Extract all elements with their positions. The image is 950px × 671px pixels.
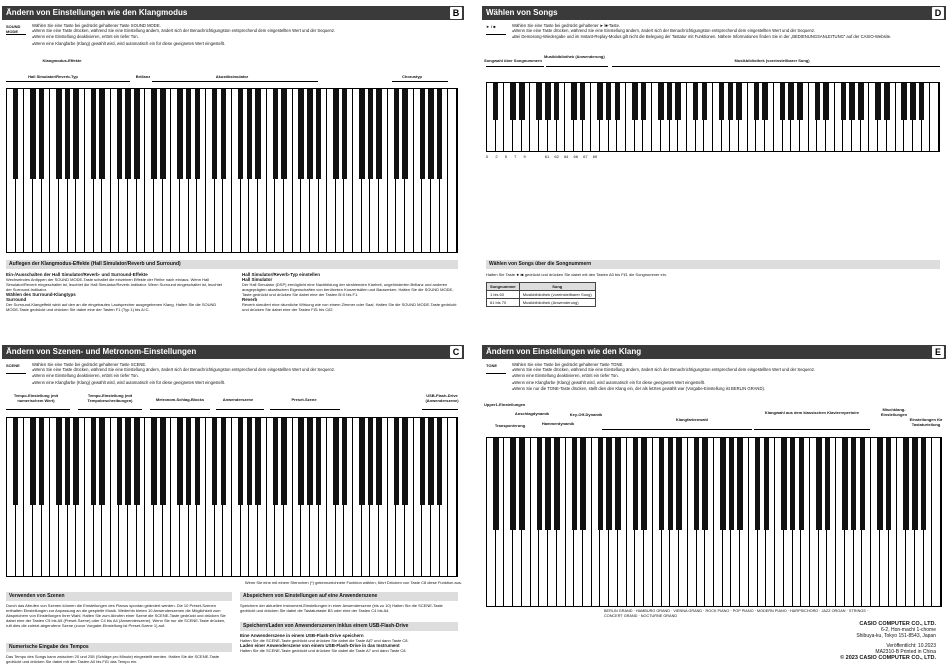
group-bracket [6,81,130,82]
black-key [359,89,365,179]
black-key [177,89,183,179]
panel-c-header [2,345,464,359]
tone-name: VIENNA GRAND [673,609,703,613]
col2-sub2: Reverb [242,297,258,302]
tone-name: NOCTURNE GRAND [640,614,678,618]
intro-line: ● Bei Demosong-Wiedergabe und im Instant-Replay-Modus gilt nicht die Belegung der Tastatur mit Funktionen. Nähere Informationen finden Sie in der „BEDIENUNGSANLEITUNG“ auf der CASIO-Website. [512,34,940,40]
black-key [428,89,434,179]
group-label: Musikbibliothek (Anwenderung) [544,54,605,59]
black-key [186,418,192,505]
black-key [737,438,743,530]
group-label: Hall Simulator/Reverb-Typ [28,74,78,79]
publisher-footer [840,621,936,661]
group-bracket [546,66,608,67]
black-key [134,89,140,179]
black-key [580,438,586,530]
key-number: 66 [573,154,578,159]
group-label: Tempo-Einstellung (mit Tempobeschreibungen) [87,393,133,403]
table-cell: Musikbibliothek (Anwenderung) [519,299,595,307]
black-key [910,83,916,120]
black-key [736,83,742,120]
black-key [519,438,525,530]
play-stop-button-icon: ► / ■ [486,24,506,35]
black-key [545,83,551,120]
tone-name: ROCK PIANO [705,609,730,613]
black-key [117,89,123,179]
group-bracket [612,66,940,67]
group-label: Klangwahl aus dem klassischen Klavierrepertoire [764,410,860,415]
key-number: 7 [514,154,517,159]
key-number: 64 [563,154,569,159]
black-key [238,418,244,505]
section-title-c1: Verwenden von Szenen [6,592,232,601]
black-key [858,83,864,120]
intro-line: ● Wenn eine Einstellung deaktivieren, ertönt ein tiefer Ton. [32,34,458,40]
black-key [65,418,71,505]
black-key [247,418,253,505]
panel-d-letter: D [932,7,944,19]
key-number: 62 [554,154,559,159]
group-bracket [216,409,264,410]
sec4-a-text: Halten Sie die SCENE-Taste gedrückt und drücken Sie dabei die Taste A♯7 und dann Taste C8. [240,638,409,643]
intro-line: Wählen Sie eine Taste bei gedrückt gehaltener ►/■-Taste. [512,23,621,28]
black-key [580,83,586,120]
group-label: Hammerdynamik [541,421,575,426]
table-header-row [487,283,596,291]
text-col2-b [242,272,458,312]
company-name: CASIO COMPUTER CO., LTD. [859,621,936,627]
black-key [510,438,516,530]
black-key [125,418,131,505]
black-key [693,83,699,120]
black-key [860,438,866,530]
section-text-c4 [240,633,458,653]
black-key [437,89,443,179]
black-key [762,83,768,120]
black-key [151,418,157,505]
group-bracket [6,409,70,410]
black-key [571,83,577,120]
black-key [30,89,36,179]
black-key [901,83,907,120]
black-key [420,89,426,179]
black-key [73,418,79,505]
black-key [376,89,382,179]
black-key [912,438,918,530]
tone-button-icon: TONE [486,363,506,374]
text-col1-b [6,272,228,312]
copyright: © 2023 CASIO COMPUTER CO., LTD. [840,655,936,661]
black-key [342,89,348,179]
black-key [851,438,857,530]
black-key [281,89,287,179]
keyboard-c [6,417,458,577]
black-key [307,418,313,505]
black-key [667,83,673,120]
col2-sub: Hall Simulator [242,277,273,282]
table-row [487,299,596,307]
black-key [764,438,770,530]
black-key [799,438,805,530]
panel-c-letter: C [450,346,462,358]
intro-line: ● Wenn Sie eine Taste drücken, während Sie eine Einstellung ändern, ändert sich der Benachrichtigungston entsprechend dem eingestellten Wert und der Sequenz. [32,367,458,373]
tone-name: CONCERT GRAND [604,614,638,618]
group-label: Metronom-Schlag-Blocks [155,397,205,402]
black-key [420,418,426,505]
black-key [13,418,19,505]
col1-heading: Ein-/Ausschalten der Hall Simulator/Reverb- und Surround-Effekte [6,272,148,277]
black-key [125,89,131,179]
black-key [316,89,322,179]
tone-name: MODERN PIANO [756,609,787,613]
intro-line: ● Wenn eine Einstellung deaktivieren, ertönt ein tiefer Ton. [512,373,940,379]
panel-c-intro [32,362,458,386]
black-key [402,89,408,179]
black-key [368,418,374,505]
group-label: Brillanz [135,74,151,79]
section-text-c1: Durch das Abrufen von Szenen können die Einstellungen des Pianos spontan geändert werden. Die 10 Preset-Szenen enthalten Einstellungen zur Anpassung an die gespielte Musik. Weiterhin bieten 10 Anwenderszenen die Möglichkeit zum Abspeichern von Einstellungen Ihrer Wahl. Halten Sie zum Abrufen einer Szene die SCENE-Taste gedrückt und drücken Sie dabei eine der Tasten C5 bis A5 (Preset-Szene) oder C4 bis A4 (Anwenderszene). Wenn Sie nur die SCENE-Taste drücken, ruft dies die zuletzt abgerufene Szene (zuvor Vorgabe-Einstellung ist Preset-Szene 1) auf. [6,603,226,628]
publish-date: Veröffentlicht: 10.2023 [886,643,936,649]
black-key [212,89,218,179]
key-number: 61 [544,154,550,159]
panel-d-intro [512,23,940,41]
section-title-c3: Abspeichern von Einstellungen auf eine Anwenderszene [240,592,458,601]
intro-line: ● Wenn Sie eine Taste drücken, während Sie eine Einstellung ändern, ändert sich der Benachrichtigungston entsprechend dem eingestellten Wert und der Sequenz. [32,28,458,34]
tone-list: BERLIN GRAND · HAMBURG GRAND · VIENNA GRAND · ROCK PIANO · POP PIANO · MODERN PIANO · HARPSICHORD · JAZZ ORGAN · STRINGS · CONCERT GRAND · NOCTURNE GRAND [604,609,869,618]
black-key [842,438,848,530]
tone-name: JAZZ ORGAN [821,609,846,613]
intro-line: ● Wenn eine Klangfarbe (Klang) gewählt wird, wird automatisch ein für diese geeignetes Wert eingestellt. [32,380,458,386]
function-note: Wenn Sie eine mit einem Sternchen (*) gekennzeichnete Funktion wählen, führt Drücken von Taste C8 diese Funktion aus. [244,580,462,585]
black-key [186,89,192,179]
black-key [720,438,726,530]
black-key [394,89,400,179]
black-key [641,83,647,120]
keyboard-b [6,88,458,253]
black-key [333,89,339,179]
key-number: 67 [583,154,588,159]
group-bracket [486,66,544,67]
black-key [825,438,831,530]
black-key [342,418,348,505]
black-key [668,438,674,530]
black-key [368,89,374,179]
black-key [780,83,786,120]
col1-sub: Wählen des Surround-Klangtyps [6,292,76,297]
col2-text: Der Hall Simulator (DSP) ermöglicht eine Nachbildung der strahlenden Klarheit, ungehinderten Brillanz und anderen ausgeprägten akustischen Eigenschaften von berühmten Konzertsälen und Bauwerken. Halten Sie die SOUND MODE-Taste gedrückt und drücken Sie dabei eine der Tasten B♭0 bis F1. [242,282,454,297]
panel-b-header [2,6,464,20]
group-label: Preset-Szene [291,397,317,402]
intro-line: ● Wenn eine Klangfarbe (Klang) gewählt wird, wird automatisch ein für diese geeignetes Wert eingestellt. [32,41,458,47]
black-key [633,438,639,530]
black-key [719,83,725,120]
table-cell: Musikbibliothek (voreinstellbarer Song) [519,291,595,299]
table-cell: 61 bis 70 [487,299,520,307]
sec4-b-text: Halten Sie die SCENE-Taste gedrückt und drücken Sie dabei die Taste A7 und dann Taste C8. [240,648,407,653]
black-key [428,418,434,505]
black-key [273,418,279,505]
key-number: 2 [495,154,498,159]
section-title-c4: Speichern/Laden von Anwenderszenen inklus einem USB-Flash-Drive [240,622,458,631]
black-key [56,418,62,505]
black-key [554,438,560,530]
panel-e-intro [512,362,940,392]
address-line: Shibuya-ku, Tokyo 151-8543, Japan [856,633,936,639]
black-key [606,83,612,120]
black-key [73,89,79,179]
group-bracket [152,81,318,82]
black-key [694,438,700,530]
group-label: Klangmodus-Effekte [42,58,82,63]
tone-name: HARPSICHORD [790,609,819,613]
black-key [91,89,97,179]
black-key [632,83,638,120]
black-key [56,89,62,179]
key-number: 69 [592,154,598,159]
black-key [921,438,927,530]
key-number-row [486,154,626,159]
section-title-c2: Numerische Eingabe des Tempos [6,643,232,652]
section-title-d: Wählen von Songs über die Songnummern [486,260,940,269]
black-key [790,438,796,530]
group-label: Key-Off-Dynamik [569,412,603,417]
table-header: Song [519,283,595,291]
white-key [448,418,457,576]
black-key [754,83,760,120]
black-key [177,418,183,505]
intro-line: Wählen Sie eine Taste bei gedrückt gehaltener Taste SOUND MODE. [32,23,161,28]
panel-b-letter: B [450,7,462,19]
group-bracket [422,409,458,410]
group-label: Chorustyp [402,74,422,79]
black-key [755,438,761,530]
group-bracket [270,409,340,410]
col1-text2: Der Surround-Klangeffekt wirkt auf den an die eingebauten Lautsprecher ausgegebenen Klang. Halten Sie die SOUND MODE-Taste gedrückt und drücken Sie dabei eine der Tasten F1 (Typ 1) bis A♭C. [6,302,217,312]
black-key [493,83,499,120]
panel-tone [482,345,946,669]
black-key [641,438,647,530]
black-key [886,438,892,530]
panel-e-title: Ändern von Einstellungen wie den Klang [486,347,642,356]
black-key [316,418,322,505]
black-key [658,83,664,120]
group-label: Mischklang-Einstellungen [880,407,908,417]
keyboard-d [486,82,940,152]
black-key [39,89,45,179]
intro-line: Wählen Sie eine Taste bei gedrückt gehaltener Taste SCENE. [32,362,147,367]
black-key [615,438,621,530]
black-key [255,89,261,179]
sound-mode-button-icon: SOUND MODE [6,24,26,35]
sec4-b: Laden einer Anwenderszene von einem USB-Flash-Drive in das Instrument [240,643,400,648]
group-label: Upper1-Einstellungen [484,402,526,407]
black-key [510,83,516,120]
black-key [281,418,287,505]
intro-line: ● Wenn Sie nur die TONE-Taste drücken, stellt dies den Klang ein, der als letztes gewählt war (Vorgabe-Einstellung ist BERLIN GRAND). [512,386,940,392]
panel-c-title: Ändern von Szenen- und Metronom-Einstellungen [6,347,197,356]
panel-e-letter: E [932,346,944,358]
black-key [247,89,253,179]
panel-sound-mode [2,6,464,336]
black-key [402,418,408,505]
black-key [394,418,400,505]
group-label: Einstellungen für Tastaturteilung [909,417,943,427]
intro-line: ● Wenn Sie eine Taste drücken, während Sie eine Einstellung ändern, ändert sich der Benachrichtigungston entsprechend dem eingestellten Wert und der Sequenz. [512,367,940,373]
group-label: Songwahl über Songnummern [484,58,543,63]
key-number: 9 [523,154,526,159]
group-label: Anwenderszene [222,397,254,402]
black-key [65,89,71,179]
black-key [195,418,201,505]
print-info: MA2310-B Printed in China [875,649,936,655]
black-key [545,438,551,530]
intro-line: Wählen Sie eine Taste bei gedrückt gehaltener Taste TONE. [512,362,624,367]
black-key [729,438,735,530]
key-number: 5 [504,154,507,159]
group-label: USB-Flash-Drive (Anwenderszene) [425,393,459,403]
group-label: Musikbibliothek (voreinstellbarer Song) [734,58,810,63]
black-key [554,83,560,120]
black-key [676,438,682,530]
black-key [702,438,708,530]
black-key [437,418,443,505]
section-text-d: Halten Sie Taste ►/■ gedrückt und drücken Sie dabei mit den Tasten A0 bis F♯1 die Songnummer ein. [486,272,667,277]
group-bracket [602,429,752,430]
intro-line: ● Wenn Sie eine Taste drücken, während Sie eine Einstellung ändern, ändert sich der Benachrichtigungston entsprechend dem eingestellten Wert und der Sequenz. [512,28,940,34]
black-key [788,83,794,120]
panel-e-header [482,345,946,359]
black-key [238,89,244,179]
tone-name: STRINGS [848,609,866,613]
black-key [359,418,365,505]
col2-heading: Hall Simulator/Reverb-Typ einstellen [242,272,320,277]
tone-name: HAMBURG GRAND [635,609,671,613]
black-key [815,83,821,120]
song-number-table [486,282,596,307]
black-key [221,89,227,179]
black-key [195,89,201,179]
black-key [134,418,140,505]
black-key [298,89,304,179]
table-header: Songnummer [487,283,520,291]
black-key [307,89,313,179]
black-key [39,418,45,505]
col1-text: Wechselndes Antippen der SOUND MODE-Taste schaltet die einzelnen Effekte der Reihe nach ein/aus. Wenn Hall Simulator/Reverb eingeschaltet ist, leuchtet die Hall Simulator/Reverb-Indikator. Wenn Surround eingeschaltet ist, leuchtet der Surround-Indikator. [6,277,223,292]
group-bracket [392,81,448,82]
black-key [151,89,157,179]
black-key [728,83,734,120]
black-key [212,418,218,505]
black-key [597,83,603,120]
black-key [273,89,279,179]
black-key [675,83,681,120]
tone-name: POP PIANO [732,609,754,613]
black-key [537,438,543,530]
table-cell: 1 bis 60 [487,291,520,299]
panel-b-intro [32,23,458,47]
black-key [849,83,855,120]
section-title-b: Auflegen der Klangmodus-Effekte (Hall Simulator/Reverb und Surround) [6,260,458,269]
black-key [572,438,578,530]
black-key [875,83,881,120]
group-label: Akustiksimulator [215,74,249,79]
scene-button-icon: SCENE [6,363,26,374]
col1-sub2: Surround [6,297,27,302]
group-bracket [150,409,210,410]
black-key [255,418,261,505]
panel-scene-metronome [2,345,464,669]
col2-text2: Reverb simuliert eine räumliche Wirkung wie von einem Zimmer oder Saal. Halten Sie die SOUND MODE-Taste gedrückt und drücken Sie dabei eine der Tasten F♯1 bis C♯2. [242,302,457,312]
address-line: 6-2, Hon-machi 1-chome [880,627,936,633]
white-key [932,438,941,606]
section-text-c3: Speichern der aktuellen Instrument-Einstellungen in einer Anwenderszene (bis zu 10) Halten Sie die SCENE-Taste gedrückt und drücken Sie dabei die Tastaturtaste B3 oder eine der Tasten C4 bis A4. [240,603,443,613]
panel-d-header [482,6,946,20]
black-key [30,418,36,505]
black-key [91,418,97,505]
black-key [816,438,822,530]
white-key [448,89,457,252]
white-key [930,83,939,151]
black-key [160,89,166,179]
black-key [903,438,909,530]
black-key [298,418,304,505]
black-key [117,418,123,505]
black-key [160,418,166,505]
black-key [13,89,19,179]
black-key [797,83,803,120]
panel-b-title: Ändern von Einstellungen wie den Klangmodus [6,8,188,17]
black-key [99,418,105,505]
intro-line: ● Wenn eine Klangfarbe (Klang) gewählt wird, wird automatisch ein für diese geeignetes Wert eingestellt. [512,380,940,386]
black-key [376,418,382,505]
keyboard-e [486,437,942,607]
black-key [823,83,829,120]
intro-line: ● Wenn eine Einstellung deaktivieren, ertönt ein tiefer Ton. [32,373,458,379]
group-label: Transponierung [494,423,526,428]
key-number: 0 [486,154,489,159]
group-label: Tempo-Einstellung (mit numerischem Wert) [13,393,59,403]
black-key [884,83,890,120]
panel-d-title: Wählen von Songs [486,8,558,17]
black-key [519,83,525,120]
black-key [919,83,925,120]
black-key [702,83,708,120]
black-key [333,418,339,505]
black-key [615,83,621,120]
black-key [606,438,612,530]
tone-name: BERLIN GRAND [604,609,633,613]
group-label: Anschlagdynamik [514,411,550,416]
group-bracket [78,409,142,410]
black-key [598,438,604,530]
table-row [487,291,596,299]
group-bracket [754,429,870,430]
panel-song-select [482,6,946,336]
black-key [536,83,542,120]
black-key [781,438,787,530]
black-key [877,438,883,530]
black-key [841,83,847,120]
sec4-a: Eine Anwenderszene in einem USB-Flash-Drive speichern [240,633,364,638]
black-key [493,438,499,530]
black-key [221,418,227,505]
section-text-c2: Das Tempo des Songs kann zwischen 20 und 255 (Schläge pro Minute) eingestellt werden. Halten Sie die SCENE-Taste gedrückt und drücken Sie dabei mit den Tasten A0 bis F♯1 das Tempo ein. [6,654,220,664]
black-key [99,89,105,179]
black-key [659,438,665,530]
group-label: Klangfarbenwahl [675,417,709,422]
